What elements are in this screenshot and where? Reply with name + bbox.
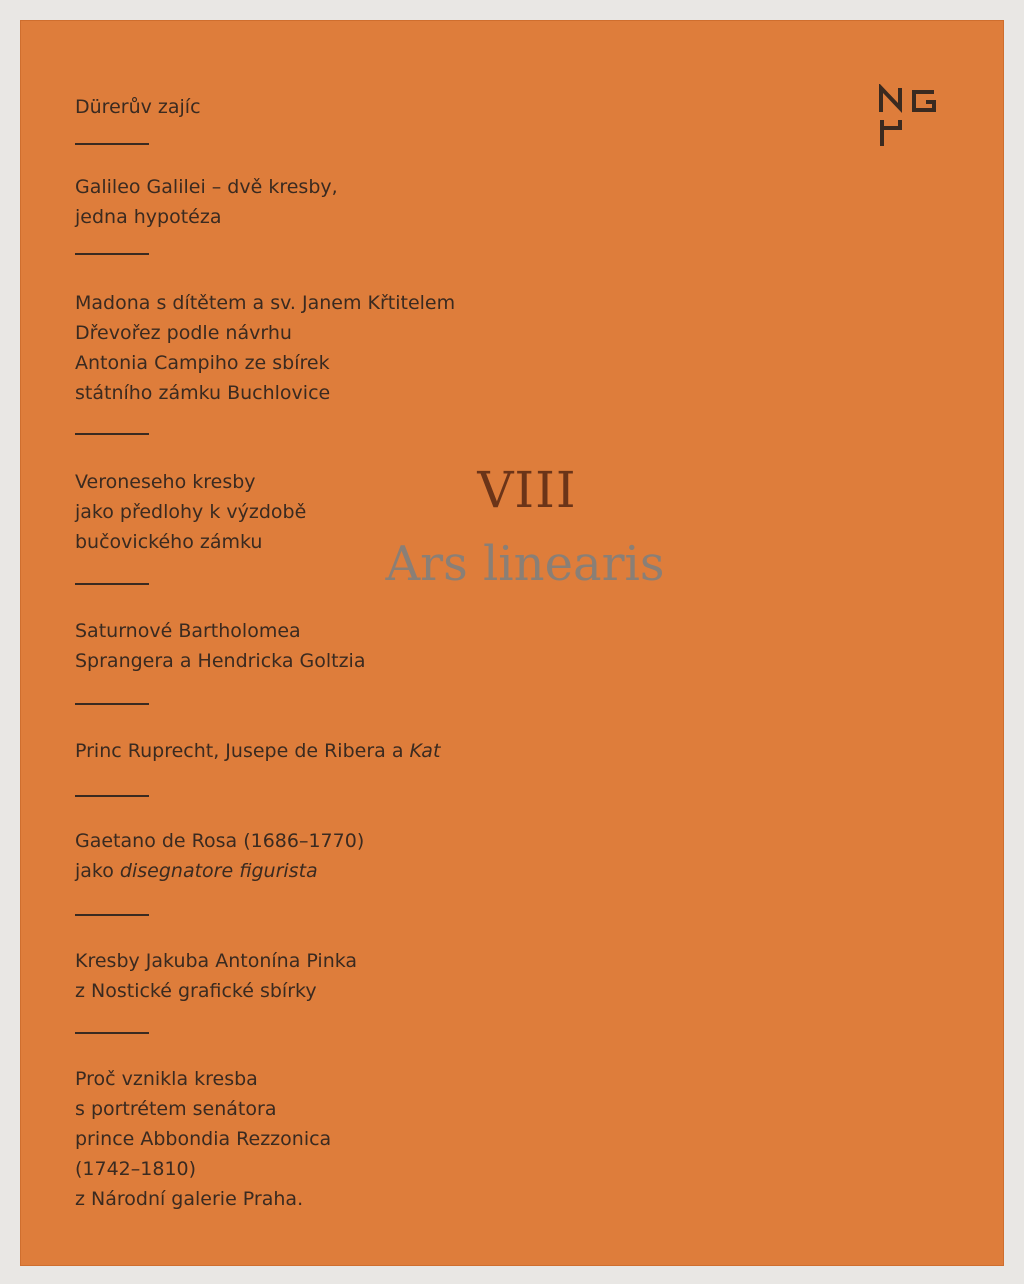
divider-rule	[75, 1032, 149, 1034]
entry-italic-title: Kat	[409, 740, 441, 762]
contents-entry	[75, 616, 535, 676]
entry-line	[75, 736, 535, 766]
entry-line: Proč vznikla kresba	[75, 1068, 258, 1090]
contents-entry	[75, 92, 535, 122]
contents-entry	[75, 172, 535, 232]
entry-line: bučovického zámku	[75, 531, 263, 553]
divider-rule	[75, 795, 149, 797]
contents-entry	[75, 288, 535, 408]
divider-rule	[75, 914, 149, 916]
series-title: Ars linearis	[385, 536, 665, 592]
entry-line: jako předlohy k výzdobě	[75, 501, 307, 523]
entry-line: Veroneseho kresby	[75, 471, 256, 493]
entry-line: Galileo Galilei – dvě kresby,	[75, 176, 338, 198]
contents-entry	[75, 736, 535, 766]
entry-line: (1742–1810)	[75, 1158, 197, 1180]
volume-number: VIII	[477, 461, 577, 519]
entry-line: Dřevořez podle návrhu	[75, 322, 292, 344]
entry-line: Gaetano de Rosa (1686–1770)	[75, 830, 365, 852]
entry-line: s portrétem senátora	[75, 1098, 277, 1120]
entry-text: Princ Ruprecht, Jusepe de Ribera a	[75, 740, 410, 762]
book-cover	[20, 20, 1004, 1266]
divider-rule	[75, 143, 149, 145]
entry-line: prince Abbondia Rezzonica	[75, 1128, 332, 1150]
ngp-logo-icon	[878, 84, 942, 148]
entry-text: jako	[75, 860, 120, 882]
contents-list	[75, 74, 535, 1214]
contents-entry	[75, 946, 535, 1006]
entry-line: Kresby Jakuba Antonína Pinka	[75, 950, 358, 972]
entry-line: z Nostické grafické sbírky	[75, 980, 317, 1002]
divider-rule	[75, 583, 149, 585]
entry-line: Madona s dítětem a sv. Janem Křtitelem	[75, 292, 456, 314]
entry-line: Saturnové Bartholomea	[75, 620, 301, 642]
divider-rule	[75, 703, 149, 705]
divider-rule	[75, 253, 149, 255]
entry-line: Antonia Campiho ze sbírek	[75, 352, 330, 374]
contents-entry	[75, 1064, 535, 1214]
entry-line: jedna hypotéza	[75, 206, 222, 228]
entry-line: státního zámku Buchlovice	[75, 382, 331, 404]
entry-italic-title: disegnatore figurista	[119, 860, 318, 882]
entry-line: Sprangera a Hendricka Goltzia	[75, 650, 366, 672]
contents-entry	[75, 826, 535, 886]
divider-rule	[75, 433, 149, 435]
entry-line	[75, 856, 535, 886]
entry-line: Dürerův zajíc	[75, 96, 201, 118]
entry-line: z Národní galerie Praha.	[75, 1188, 304, 1210]
